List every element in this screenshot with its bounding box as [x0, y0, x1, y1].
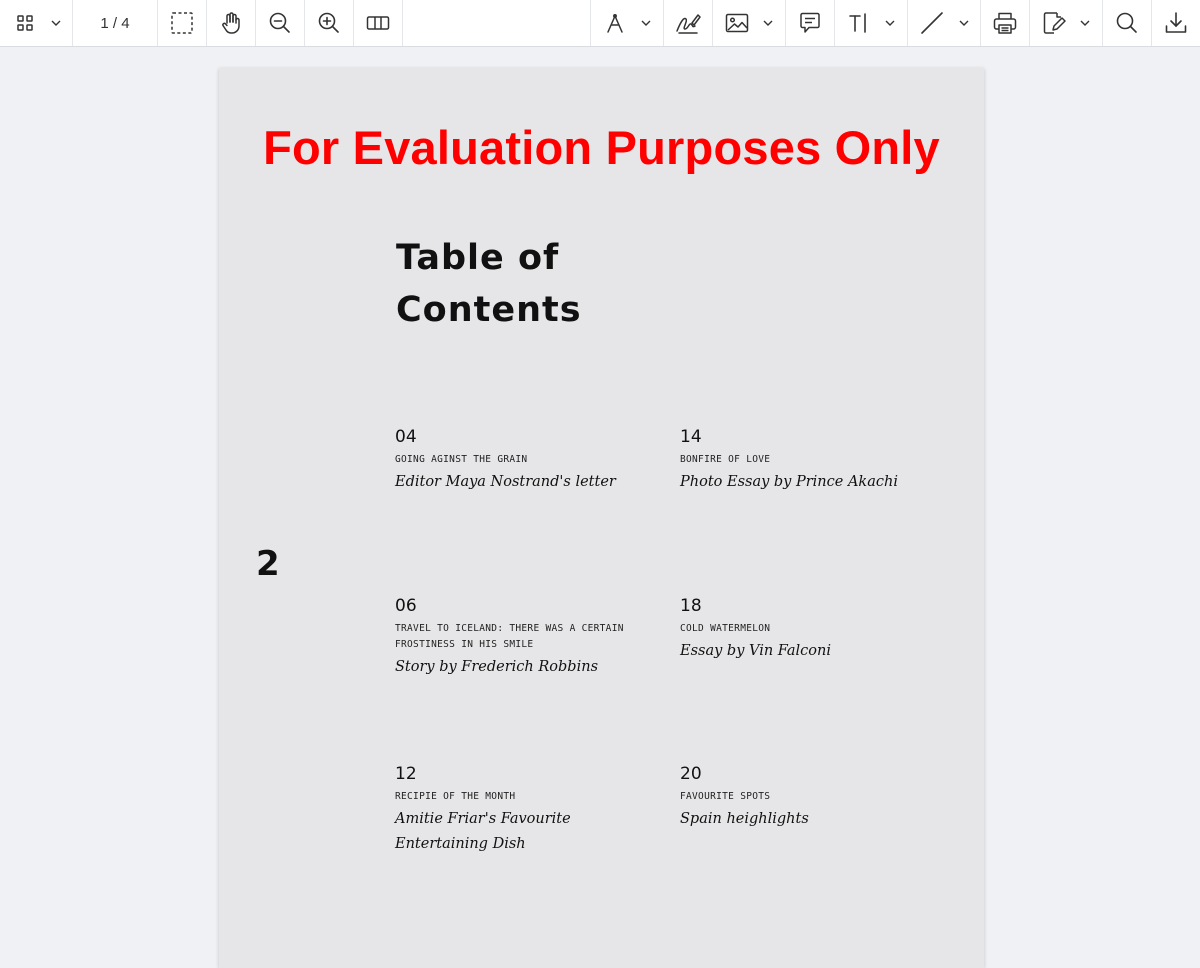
edit-dropdown[interactable] — [1075, 0, 1095, 46]
download-button[interactable] — [1152, 0, 1200, 46]
thumbnails-icon — [16, 14, 34, 32]
comment-button[interactable] — [786, 0, 834, 46]
toc-entry-page: 20 — [680, 764, 702, 784]
image-button[interactable] — [720, 0, 754, 46]
toc-entry-subtitle: Spain heighlights — [680, 811, 809, 827]
toc-entry — [680, 595, 930, 664]
line-tool-dropdown[interactable] — [954, 0, 974, 46]
toc-entry-kicker: RECIPIE OF THE MONTH — [395, 791, 516, 802]
pen-annotate-dropdown[interactable] — [636, 0, 656, 46]
document-page — [219, 68, 984, 968]
thumbnails-button[interactable] — [8, 0, 42, 46]
image-icon — [725, 13, 749, 33]
edit-button[interactable] — [1037, 0, 1071, 46]
text-tool-icon — [848, 12, 870, 34]
toc-entry-subtitle: Story by Frederich Robbins — [395, 659, 599, 675]
chevron-down-icon — [763, 20, 773, 26]
toc-entry-subtitle: Essay by Vin Falconi — [680, 643, 831, 659]
toc-entry — [680, 763, 930, 832]
toc-entry-page: 06 — [395, 596, 417, 616]
print-button[interactable] — [981, 0, 1029, 46]
toolbar — [0, 0, 1200, 47]
marquee-select-icon — [170, 11, 194, 35]
pen-annotate-button[interactable] — [598, 0, 632, 46]
page-number: 2 — [256, 544, 280, 584]
page-layout-icon — [366, 11, 390, 35]
download-icon — [1164, 11, 1188, 35]
text-tool-button[interactable] — [842, 0, 876, 46]
chevron-down-icon — [885, 20, 895, 26]
chevron-down-icon — [51, 20, 61, 26]
chevron-down-icon — [959, 20, 969, 26]
search-icon — [1115, 11, 1139, 35]
page-title-line1: Table of — [396, 238, 560, 278]
marquee-select-button[interactable] — [158, 0, 206, 46]
page-indicator-text: 1 / 4 — [100, 14, 130, 32]
pan-tool-button[interactable] — [207, 0, 255, 46]
toc-entry-page: 12 — [395, 764, 417, 784]
image-dropdown[interactable] — [758, 0, 778, 46]
toc-entry — [395, 763, 645, 857]
chevron-down-icon — [1080, 20, 1090, 26]
toc-entry-kicker: FAVOURITE SPOTS — [680, 791, 771, 802]
toc-entry — [395, 595, 635, 680]
toc-entry-page: 18 — [680, 596, 702, 616]
line-tool-button[interactable] — [914, 0, 950, 46]
toc-entry-subtitle: Photo Essay by Prince Akachi — [680, 474, 898, 490]
toc-entry-page: 14 — [680, 427, 702, 447]
pen-annotate-icon — [605, 12, 625, 34]
zoom-out-icon — [268, 11, 292, 35]
signature-button[interactable] — [664, 0, 712, 46]
toc-entry-kicker: TRAVEL TO ICELAND: THERE WAS A CERTAIN FROSTINESS IN HIS SMILE — [395, 623, 624, 650]
pan-hand-icon — [219, 11, 243, 35]
signature-icon — [675, 11, 701, 35]
page-layout-button[interactable] — [354, 0, 402, 46]
zoom-in-icon — [317, 11, 341, 35]
line-tool-icon — [920, 11, 944, 35]
toc-entry-subtitle: Amitie Friar's Favourite — [395, 811, 571, 827]
toc-entry-page: 04 — [395, 427, 417, 447]
page-indicator[interactable] — [73, 0, 157, 46]
text-tool-dropdown[interactable] — [880, 0, 900, 46]
watermark-text: For Evaluation Purposes Only — [263, 121, 940, 174]
comment-icon — [799, 12, 821, 34]
print-icon — [993, 11, 1017, 35]
toc-entry-subtitle: Editor Maya Nostrand's letter — [395, 474, 616, 490]
search-button[interactable] — [1103, 0, 1151, 46]
page-title — [396, 232, 656, 336]
thumbnails-dropdown[interactable] — [46, 0, 66, 46]
toc-entry — [680, 426, 930, 495]
zoom-out-button[interactable] — [256, 0, 304, 46]
toc-entry-kicker: BONFIRE OF LOVE — [680, 454, 771, 465]
zoom-in-button[interactable] — [305, 0, 353, 46]
toc-entry-kicker: COLD WATERMELON — [680, 623, 771, 634]
chevron-down-icon — [641, 20, 651, 26]
toc-entry-subtitle-line2: Entertaining Dish — [395, 836, 526, 852]
document-viewer[interactable] — [0, 47, 1200, 953]
edit-icon — [1042, 11, 1066, 35]
page-title-line2: Contents — [396, 290, 582, 330]
toc-entry — [395, 426, 645, 495]
toc-entry-kicker: GOING AGINST THE GRAIN — [395, 454, 528, 465]
